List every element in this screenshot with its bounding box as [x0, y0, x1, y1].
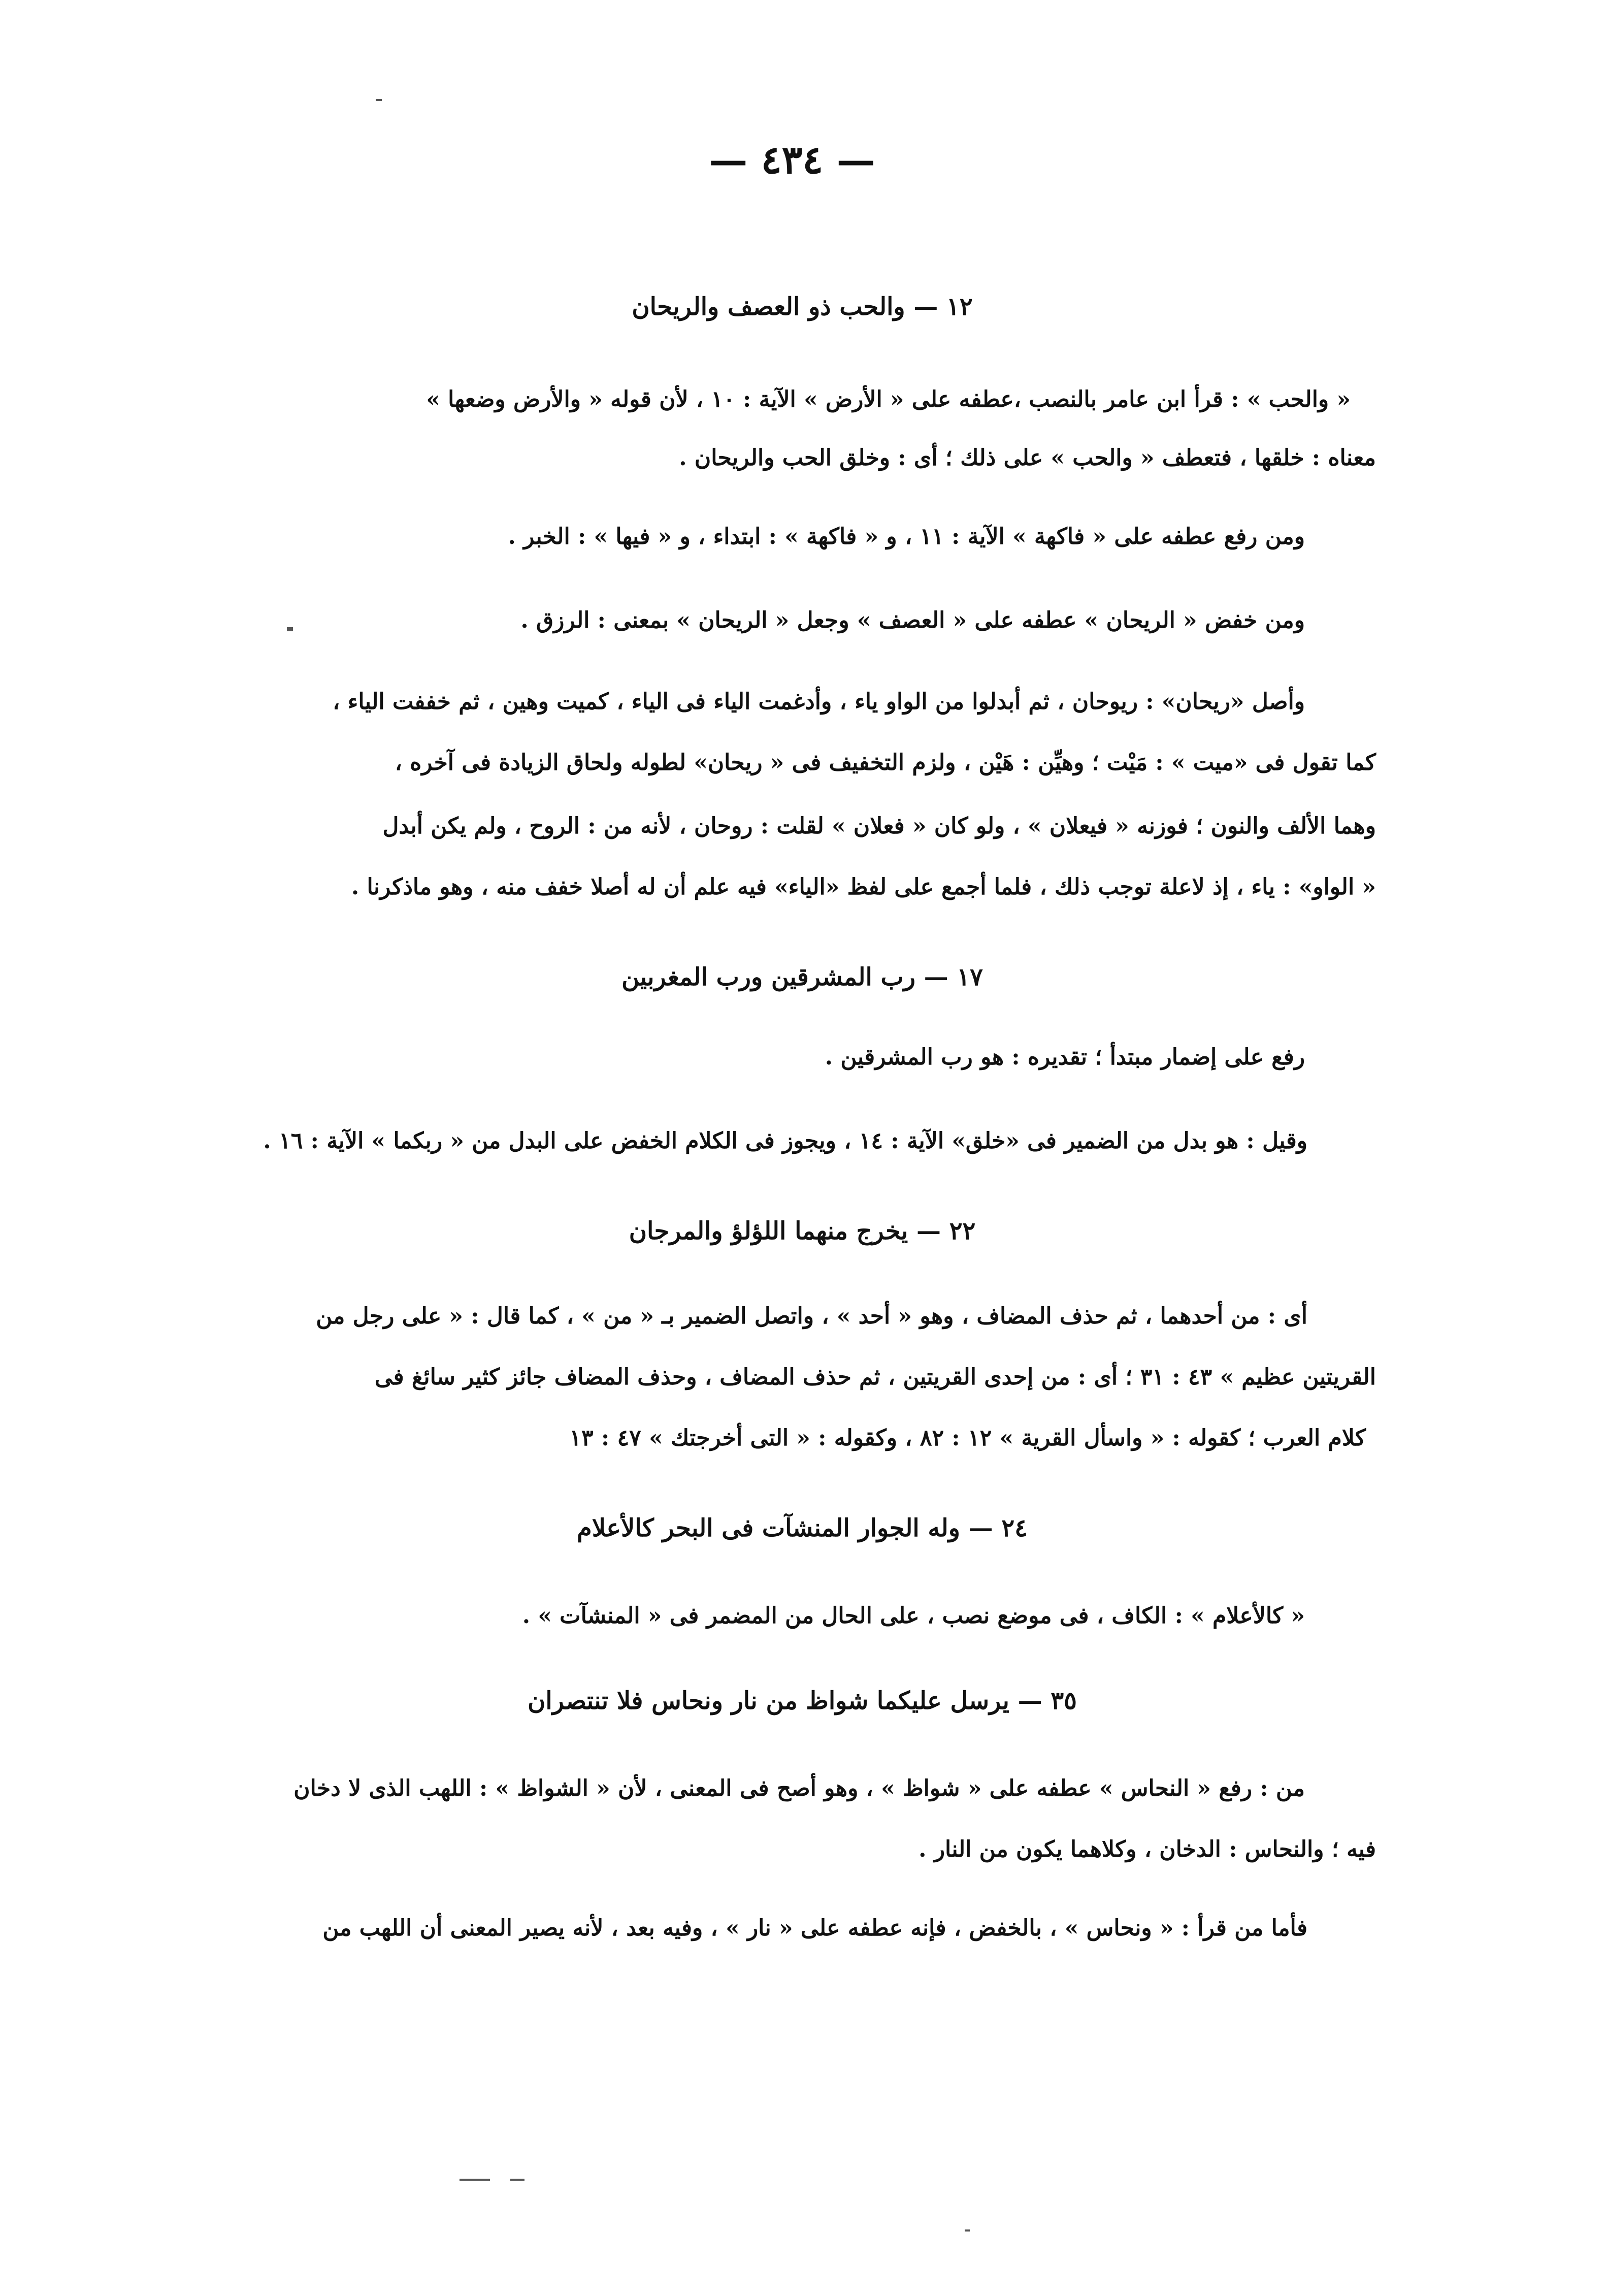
text-line: القريتين عظيم » ٤٣ : ٣١ ؛ أى : من إحدى القريتين ، ثم حذف المضاف ، وحذف المضاف جائز كثير سائغ فى: [374, 1364, 1376, 1390]
text-line: وقيل : هو بدل من الضمير فى «خلق» الآية : ١٤ ، ويجوز فى الكلام الخفض على البدل من « ربكما » الآية : ١٦ .: [263, 1128, 1307, 1154]
text-line: معناه : خلقها ، فتعطف « والحب » على ذلك ؛ أى : وخلق الحب والريحان .: [679, 445, 1376, 471]
scan-speck: [376, 99, 382, 101]
text-line: وهما الألف والنون ؛ فوزنه « فيعلان » ، ولو كان « فعلان » لقلت : روحان ، لأنه من : الروح ، ولم يكن أبدل: [382, 813, 1376, 839]
text-line: ومن رفع عطفه على « فاكهة » الآية : ١١ ، و « فاكهة » : ابتداء ، و « فيها » : الخبر .: [508, 524, 1305, 549]
text-line: ومن خفض « الريحان » عطفه على « العصف » وجعل « الريحان » بمعنى : الرزق .: [520, 607, 1305, 633]
text-line: « كالأعلام » : الكاف ، فى موضع نصب ، على الحال من المضمر فى « المنشآت » .: [522, 1603, 1305, 1629]
scan-speck: [510, 2179, 524, 2181]
verse-heading: ٢٤ — وله الجوار المنشآت فى البحر كالأعلام: [577, 1514, 1028, 1542]
verse-heading: ١٧ — رب المشرقين ورب المغربين: [621, 963, 983, 991]
verse-heading: ١٢ — والحب ذو العصف والريحان: [632, 293, 973, 321]
text-line: من : رفع « النحاس » عطفه على « شواظ » ، وهو أصح فى المعنى ، لأن « الشواظ » : اللهب الذى لا دخان: [293, 1775, 1305, 1801]
text-line: كما تقول فى «ميت » : مَيْت ؛ وهيِّن : هَيْن ، ولزم التخفيف فى « ريحان» لطوله ولحاق الزيادة فى آخره ،: [395, 750, 1376, 775]
scan-speck: [965, 2229, 970, 2232]
text-line: فيه ؛ والنحاس : الدخان ، وكلاهما يكون من النار .: [919, 1836, 1376, 1862]
text-line: كلام العرب ؛ كقوله : « واسأل القرية » ١٢ : ٨٢ ، وكقوله : « التى أخرجتك » ٤٧ : ١٣: [569, 1425, 1366, 1451]
text-line: فأما من قرأ : « ونحاس » ، بالخفض ، فإنه عطفه على « نار » ، وفيه بعد ، لأنه يصير المعنى أن اللهب من: [322, 1915, 1307, 1941]
verse-heading: ٣٥ — يرسل عليكما شواظ من نار ونحاس فلا تنتصران: [528, 1687, 1077, 1715]
text-line: رفع على إضمار مبتدأ ؛ تقديره : هو رب المشرقين .: [825, 1044, 1305, 1070]
text-line: وأصل «ريحان» : ريوحان ، ثم أبدلوا من الواو ياء ، وأدغمت الياء فى الياء ، كميت وهين ، ثم خففت الياء ،: [333, 689, 1305, 715]
verse-heading: ٢٢ — يخرج منهما اللؤلؤ والمرجان: [629, 1217, 976, 1245]
text-line: أى : من أحدهما ، ثم حذف المضاف ، وهو « أحد » ، واتصل الضمير بـ « من » ، كما قال : « على رجل من: [316, 1303, 1307, 1329]
text-line: « والحب » : قرأ ابن عامر بالنصب ،عطفه على « الأرض » الآية : ١٠ ، لأن قوله « والأرض وضعها »: [426, 386, 1351, 412]
text-line: « الواو» : ياء ، إذ لاعلة توجب ذلك ، فلما أجمع على لفظ «الياء» فيه علم أن له أصلا خفف منه ، وهو ماذكرنا .: [351, 874, 1376, 900]
scan-speck: [460, 2179, 490, 2181]
page-number: — ٤٣٤ —: [709, 137, 875, 182]
